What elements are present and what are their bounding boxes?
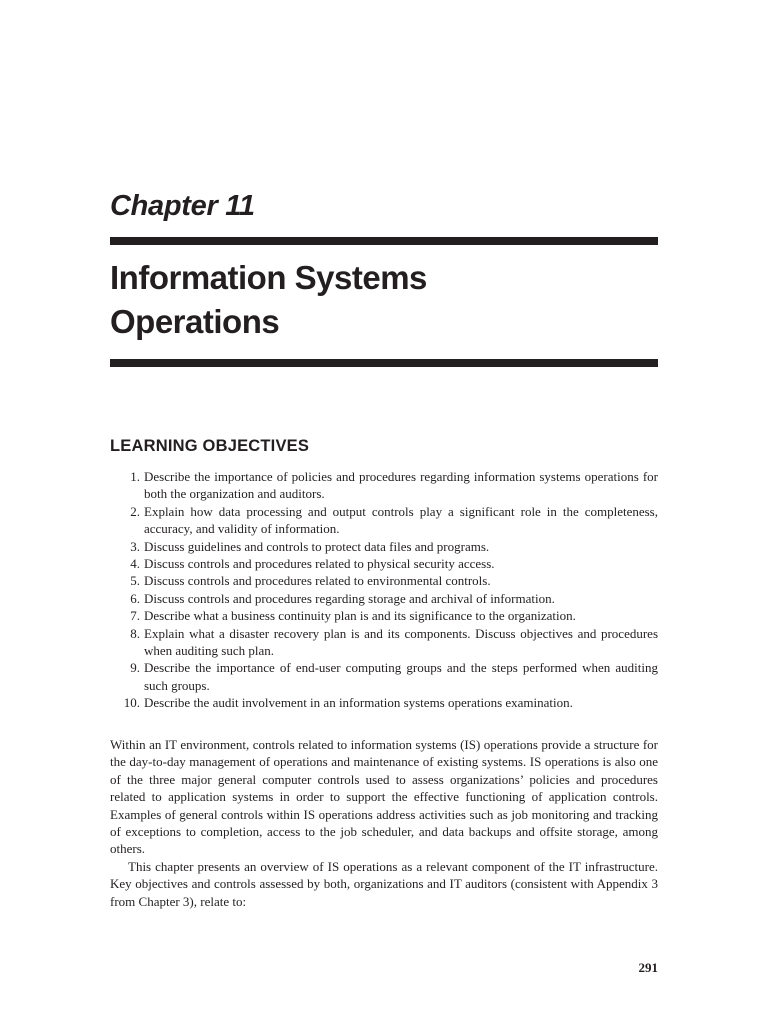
body-paragraph-2: This chapter presents an overview of IS operations as a relevant component of the IT infrastructure. Key objectives and controls assessed by both, organizations and IT auditors (consistent with Appendix 3 from Chapter 3), relate to:: [110, 858, 658, 909]
item-number: 6.: [130, 590, 140, 606]
top-rule: [110, 237, 658, 245]
chapter-title: [110, 256, 427, 344]
bottom-rule: [110, 359, 658, 367]
item-text: Discuss guidelines and controls to protect data files and programs.: [144, 538, 490, 554]
item-text: Describe the audit involvement in an information systems operations examination.: [144, 695, 573, 711]
list-item: [110, 572, 658, 589]
chapter-title-line-2: Operations: [110, 303, 280, 340]
item-text: Explain how data processing and output controls play a significant role in the completeness, accuracy, and validity of information.: [144, 503, 658, 537]
item-text: Discuss controls and procedures regarding storage and archival of information.: [144, 590, 555, 606]
item-number: 1.: [130, 469, 140, 484]
body-paragraph-1: Within an IT environment, controls related to information systems (IS) operations provide a structure for the day-to-day management of operations and maintenance of existing systems. IS operations is also one of the three major general computer controls used to assess organizations’ policies and procedures related to application systems in order to support the effective functioning of application controls. Examples of general controls within IS operations address activities such as job monitoring and tracking of exceptions to completion, access to the job scheduler, and data backups and offsite storage, among others.: [110, 737, 658, 857]
item-text: Explain what a disaster recovery plan is and its components. Discuss objectives and procedures when auditing such plan.: [144, 625, 658, 659]
item-text: Discuss controls and procedures related to environmental controls.: [144, 573, 491, 589]
item-number: 10.: [123, 695, 140, 711]
item-text: Describe what a business continuity plan is and its significance to the organization.: [144, 608, 576, 624]
item-number: 7.: [130, 608, 140, 624]
page-number: 291: [638, 960, 658, 975]
list-item: [110, 590, 658, 607]
item-text: Describe the importance of end-user computing groups and the steps performed when auditing such groups.: [144, 660, 658, 693]
list-item: [110, 538, 658, 555]
item-number: 8.: [130, 625, 140, 641]
list-item: [110, 503, 658, 538]
item-number: 9.: [130, 660, 140, 676]
book-page: [110, 0, 658, 1024]
learning-objectives-heading: LEARNING OBJECTIVES: [110, 437, 310, 455]
list-item: [110, 625, 658, 660]
list-item: [110, 555, 658, 572]
list-item: [110, 659, 658, 694]
learning-objectives-list: [110, 468, 658, 712]
list-item: [110, 607, 658, 624]
list-item: [110, 468, 658, 503]
chapter-body: [110, 736, 658, 910]
list-item: [110, 694, 658, 711]
chapter-title-line-1: Information Systems: [110, 259, 427, 296]
item-number: 5.: [130, 573, 140, 589]
item-number: 3.: [130, 538, 140, 554]
item-number: 4.: [130, 556, 140, 572]
item-number: 2.: [130, 503, 140, 519]
item-text: Discuss controls and procedures related to physical security access.: [144, 556, 495, 572]
item-text: Describe the importance of policies and procedures regarding information systems operations for both the organization and auditors.: [144, 469, 658, 502]
chapter-label: Chapter 11: [110, 190, 255, 222]
